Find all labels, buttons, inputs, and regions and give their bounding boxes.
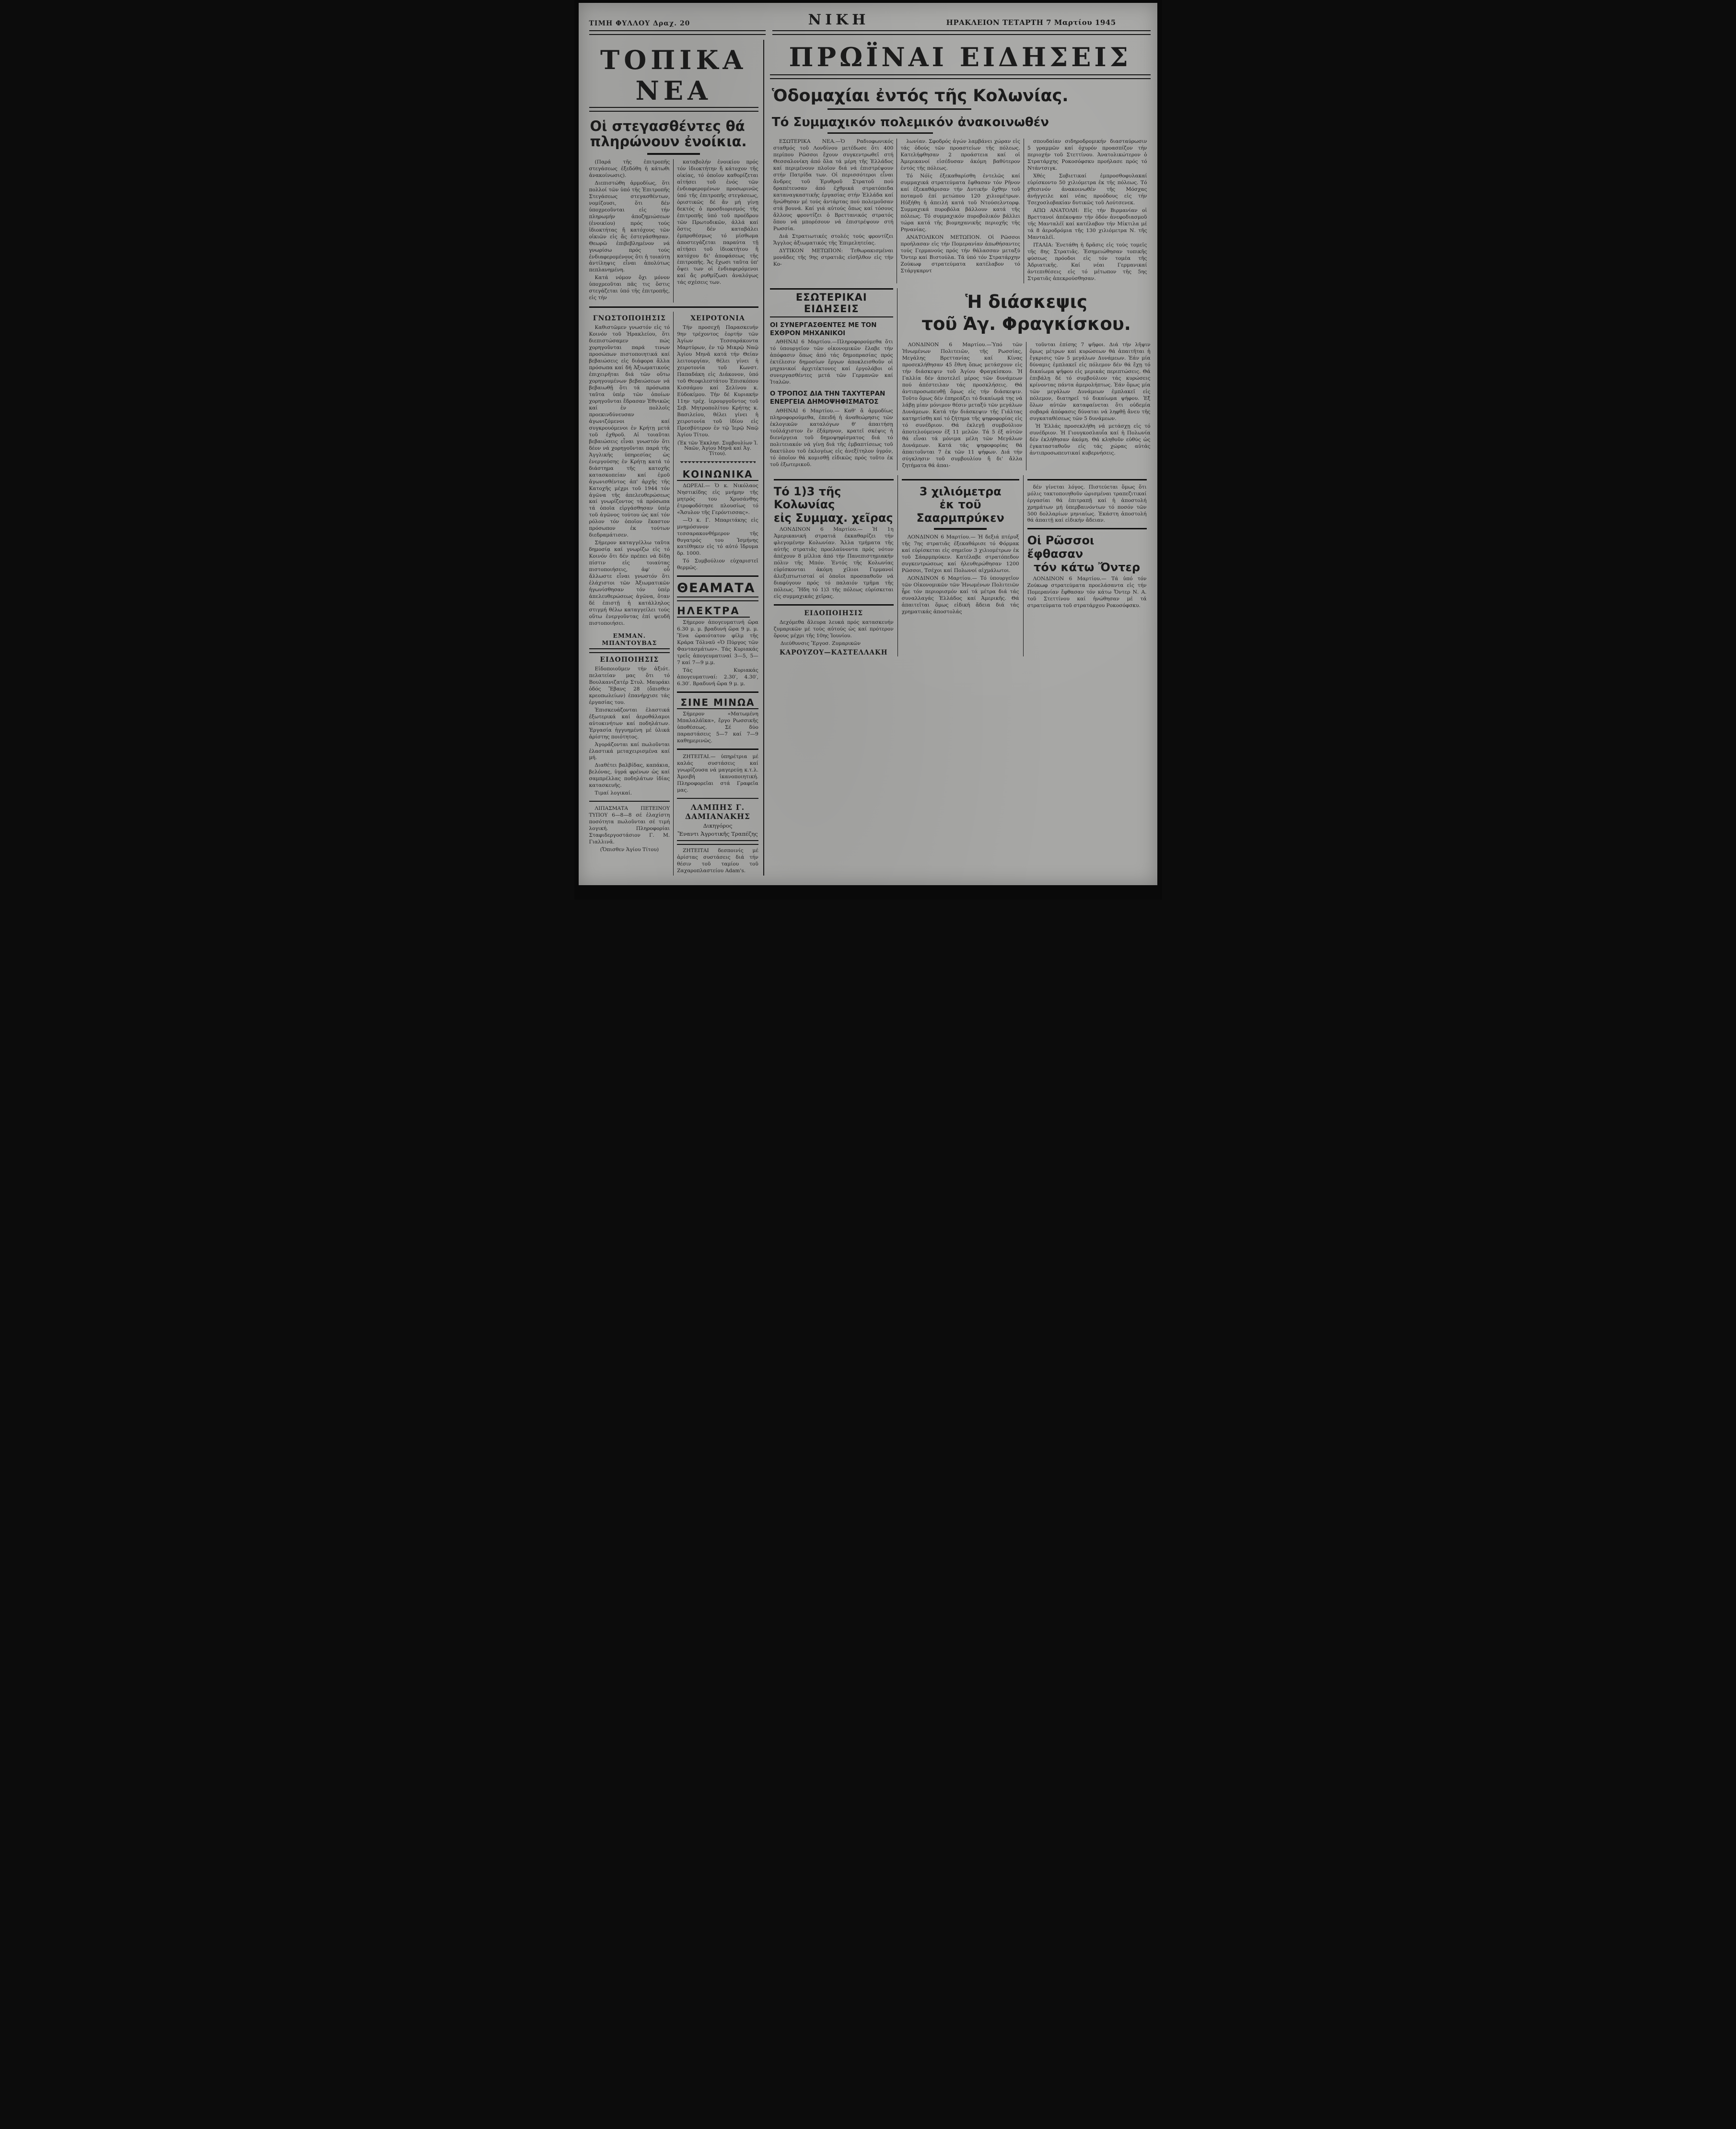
article-paragraph: Καθιστῶμεν γνωστόν εἰς τό Κοινόν τοῦ Ἡρακλείου, ὅτι διεπιστώσαμεν πώς χορηγοῦνται παρά τινων προσώπων πιστοποιητικά καί βεβαιώσεις εἰς διάφορα ἄλλα πρόσωπα καί δή Ἀξιωματικούς ἐπιχειρῆται διά τῶν οὕτω χορηγουμένων βεβαιώσεων νά βεβαιωθῇ ὅτι τά πρόσωπα ταῦτα ὑπέρ τῶν ὁποίων χορηγοῦνται ἔδρασαν Ἐθνικῶς καί ἐν πολλοῖς προεκινδύνευσαν ἀγωνιζόμενοι καί συγκρουόμενοι ἐν Κρήτῃ μετά τοῦ ἐχθροῦ. Αἱ τοιαῦται βεβαιώσεις εἶναι γνωστόν ὅτι δέον νά χορηγοῦνται παρά τῆς Ἀγγλικῆς ὑπηρεσίας ὡς ἐνεργούσης ἐν Κρήτῃ κατά τό διάστημα τῆς κατοχῆς κατασκοπείαν καί ἐμοῦ ἀγωνισθέντος ἀπ' ἀρχῆς τῆς Κατοχῆς μέχρι τοῦ 1944 τόν ἀγῶνα τῆς ἀπελευθερώσεως καί γνωρίζοντος τά πρόσωπα τά ὁποῖα εἰργάσθησαν ὑπέρ τοῦ ἀγῶνος τούτου ὡς καί τόν ρόλον τόν ὁποῖον ἕκαστον πρόσωπον ἐκ τούτων διεδραμάτισεν. bbox=[589, 325, 670, 538]
lawyer-ad-name: ΛΑΜΠΗΣ Γ. ΔΑΜΙΑΝΑΚΗΣ bbox=[685, 802, 750, 821]
saarbrucken-headline-rule bbox=[934, 528, 987, 530]
pasta-notice-signature: ΚΑΡΟΥΖΟΥ—ΚΑΣΤΕΛΛΑΚΗ bbox=[780, 648, 888, 656]
cologne-third-headline-line1: Τό 1)3 τῆς Κολωνίας bbox=[773, 484, 841, 512]
fertilizer-ad-body bbox=[589, 806, 670, 846]
newspaper-page bbox=[579, 3, 1157, 885]
article-paragraph: ΕΣΩΤΕΡΙΚΑ ΝΕΑ.—Ὁ Ραδιοφωνικός σταθμός τοῦ Λονδίνου μετέδωσε ὅτι 400 περίπου Ρῶσσοι ἔχουν συγκεντρωθεῖ στή Θεσσαλονίκη ἀπό ὅλα τά μέρη τῆς Ἑλλάδος καί περιμένουν πλοῖον διά νά ἐπιστρέψουν στήν Πατρίδα των. Οἱ περισσότεροι εἶναι ἄνδρες τοῦ Ἐρυθροῦ Στρατοῦ πού δραπέτευσαν ἀπό ἐχθρικά στρατόπεδα καταναγκαστικῆς ἐργασίας στήν Ἑλλάδα καί ἡνώθησαν μέ τούς ἀντάρτας πού πολεμοῦσαν στά βουνά. Καί γιά αὐτούς ὅπως καί τόσους ἄλλους φροντίζει ὁ Βρεττανικός στρατός ὅπου νά μπορέσουν νά ἐπιστρέψουν στή Ρωσσία. bbox=[773, 139, 894, 232]
saarbrucken-headline-line2: ἐκ τοῦ Σααρμπρύκεν bbox=[916, 498, 1004, 525]
lead-article-headline: Οἱ στεγασθέντες θά πληρώνουν ἐνοίκια. bbox=[590, 118, 747, 150]
cinema-minoa-title: ΣΙΝΕ ΜΙΝΩΑ bbox=[677, 697, 758, 709]
san-francisco-headline-line2: τοῦ Ἁγ. Φραγκίσκου. bbox=[921, 313, 1131, 334]
dateline: ΗΡΑΚΛΕΙΟΝ ΤΕΤΑΡΤΗ 7 Μαρτίου 1945 bbox=[946, 18, 1116, 27]
article-paragraph: Χθές Σοβιετικαί ἐμπροσθοφυλακαί εὑρίσκοντο 50 χιλιόμετρα ἐκ τῆς πόλεως. Τό χθεσινόν ἀνακοινωθέν τῆς Μόσχας ἀνήγγειλε καί νέας προόδους εἰς τήν Τσεχοσλοβακίαν δυτικῶς τοῦ Λούτσενεκ. bbox=[1027, 173, 1147, 206]
cologne-third-headline bbox=[774, 485, 894, 525]
article-paragraph: Σήμερον ἀπογευματινή ὥρα 6.30 μ. μ. βραδυνή ὥρα 9 μ. μ. Ἕνα ὡραιότατον φίλμ τῆς Κράρα Τόλναϋ «Ὁ Πύργος τῶν Φαντασμάτων». Τάς Κυριακάς τρεῖς ἀπογευματιναί 3—5, 5—7 καί 7—9 μ.μ. bbox=[677, 620, 758, 666]
saar-top-rule bbox=[902, 479, 1019, 480]
article-paragraph: σπουδαίαν σιδηροδρομικήν διασταύρωσιν 5 γραμμῶν καί ὀχυρόν προασπίζον τήν περιοχήν τοῦ Στεττίνου. Ἀνατολικώτερον ὁ Στρατάρχης Ροκοσόφσκυ προήλασε πρός τό Ντάντσιγκ. bbox=[1027, 139, 1147, 172]
local-news-title-rule bbox=[589, 107, 758, 112]
eidopoiisis-ad-title: ΕΙΔΟΠΟΙΗΣΙΣ bbox=[600, 655, 659, 664]
dollar-transfers-body bbox=[1027, 484, 1147, 525]
article-paragraph: δέν γίνεται λόγος. Πιστεύεται ὅμως ὅτι μόλις τακτοποιηθοῦν ὡρισμέναι τραπεζιτικαί ἐργασίαι θά ἐπιτραπῇ καί ἡ ἀποστολή χρημάτων μή ὑπερβαινόντων τό ποσόν τῶν 500 δολλαρίων μηνιαίως. Ἑκάστη ἀποστολή θά ἀπαιτῇ καί εἰδικήν ἄδειαν. bbox=[1027, 484, 1147, 524]
lawyer-ad-address: Ἔναντι Ἀγροτικῆς Τραπέζης bbox=[677, 830, 758, 837]
gnostopoiisis-end-rule bbox=[589, 648, 670, 653]
article-paragraph: Ἐπισκευάζονται ἐλαστικά ἐξωτερικά καί ἀεροθάλαμοι αὐτοκινήτων καί ποδηλάτων. Ἐργασία ἠγγυημένη μέ ὑλικά ἀρίστης ποιότητος. bbox=[589, 707, 670, 740]
theamata-end-rule bbox=[677, 691, 758, 693]
pasta-notice-title: ΕΙΔΟΠΟΙΗΣΙΣ bbox=[804, 609, 863, 618]
masthead: ΝΙΚΗ bbox=[808, 12, 870, 28]
notice-top-rule bbox=[774, 604, 894, 606]
article-paragraph: Δεχόμεθα ἄλευρα λευκά πρός κατασκευήν ζυμαρικῶν μέ τούς αὐτούς ὡς καί πρότερον ὅρους μέχρι τῆς 10ης Ἰουνίου. bbox=[773, 620, 894, 639]
section-title-morning-news: ΠΡΩΪΝΑΙ ΕΙΔΗΣΕΙΣ bbox=[789, 42, 1131, 72]
domestic-sub1-body bbox=[770, 339, 893, 386]
oder-body bbox=[1027, 576, 1147, 609]
middle-row bbox=[770, 288, 1151, 470]
local-news-section bbox=[589, 40, 764, 876]
article-paragraph: ΛΟΝΔΙΝΟΝ 6 Μαρτίου.— Ἡ δεξιά πτέρυξ τῆς 7ης στρατιᾶς ἐξεκαθάρισε τό Φόρμακ καί εὑρίσκεται εἰς σημεῖον 3 χιλιομέτρων ἐκ τοῦ Σάαρμπρύκεν. Κατέλαβε στρατόπεδον συγκεντρώσεως καί ἠλευθερώθησαν 1200 Ρῶσσοι, Τσέχοι καί Πολωνοί αἰχμάλωτοι. bbox=[901, 534, 1019, 574]
koinonika-title: ΚΟΙΝΩΝΙΚΑ bbox=[677, 468, 758, 481]
article-paragraph: ΛΟΝΔΙΝΟΝ 6 Μαρτίου.— Τό ὑπουργεῖον τῶν Οἰκονομικῶν τῶν Ἡνωμένων Πολιτειῶν ἦρε τόν περιορισμόν καί τά μέτρα διά τάς συναλλαγάς Ἑλλάδος καί Ἀμερικῆς. Θά ἀπαιτεῖται ὅμως εἰδική ἄδεια διά τάς χρηματικάς ἀποστολάς bbox=[901, 575, 1019, 615]
oder-headline-line1: Οἱ Ρῶσσοι ἔφθασαν bbox=[1027, 534, 1095, 561]
page-header bbox=[589, 12, 1151, 29]
san-francisco-headline bbox=[902, 291, 1151, 336]
article-paragraph: —Ὁ κ. Γ. Μπαριτάκης εἰς μνημόσυνον τεσσαρακονθήμερον τῆς θυγατρός του Ἰσμήνης κατέθηκεν εἰς τό αὐτό ἵδρυμα δρ. 1000. bbox=[677, 517, 758, 557]
article-paragraph: καταβολήν ἐνοικίου πρός τόν ἰδιοκτήτην ἤ κάτοχον τῆς οἰκίας, τό ὁποῖον καθορίζεται αἰτήσει τοῦ ἑνός τῶν ἐνδιαφερομένων προσωρινῶς ὑπό τῆς ἐπιτροπῆς στεγάσεως, ὁριστικῶς δέ ἄν μή γίνῃ δεκτός ὁ προσδιορισμός τῆς ἐπιτροπῆς ὑπό τοῦ προέδρου τῶν Πρωτοδικῶν, ἀλλά καί ὅστις δέν καταβάλει ἐμπροθέσμως τό μίσθωμα ἀποστεγάζεται παραύτα τῇ αἰτήσει τοῦ ἰδιοκτήτου ἤ κατόχου δι' ἀποφάσεως τῆς ἐπιτροπῆς. Ἄς ἔχωσι ταῦτα ὑπ' ὄψει των οἱ ἐνδιαφερόμενοι καί ἄς ρυθμίζωσι ἀναλόγως τάς σχέσεις των. bbox=[677, 159, 758, 286]
article-paragraph: Εἰδοποιοῦμεν τήν ἀξιότ. πελατείαν μας ὅτι τό Βουλκανιζατέρ Στυλ. Μαυράκι ὁδός Ἔβανς 28 (ὄπισθεν κρεοπωλείων) ἐπανήρχισε τάς ἐργασίας του. bbox=[589, 666, 670, 705]
article-paragraph: λωνίαν. Σφοδρός ἀγών λαμβάνει χώραν εἰς τάς ὁδούς τῶν προαστείων τῆς πόλεως. Κατελήφθησαν 2 προάστεια καί οἱ Ἀμερικανοί εἰσέδυσαν ἀκόμη βαθύτερον ἐντός τῆς πόλεως. bbox=[900, 139, 1020, 172]
war-column-3 bbox=[1024, 139, 1151, 283]
war-column-1 bbox=[770, 139, 897, 283]
classified-divider bbox=[677, 798, 758, 799]
article-paragraph: Διαθέτει βαλβίδας, καπάκια, βελόνας, ὑγρά φρένων ὡς καί σαμπρέλλας ποδηλάτων ἰδίας κατασκευῆς. bbox=[589, 762, 670, 789]
article-paragraph: ΑΘΗΝΑΙ 6 Μαρτίου.—Πληροφορούμεθα ὅτι τό ὑπουργεῖον τῶν οἰκονομικῶν ἔλαβε τήν ἀπόφασιν ὅπως ἀπό τάς δημοπρασίας πρός ἐκτέλεσιν δημοσίων ἔργων ἀποκλεισθοῦν οἱ μηχανικοί ἀρχιτέκτονες καί ἐργολάβοι οἱ συνεργασθέντες μετά τῶν Γερμανῶν καί Ἰταλῶν. bbox=[769, 339, 893, 386]
cinema-minoa-body bbox=[677, 711, 758, 745]
price-label: ΤΙΜΗ ΦΥΛΛΟΥ Δραχ. 20 bbox=[589, 20, 690, 27]
lead-headline-rule bbox=[647, 153, 700, 155]
domestic-sub1-heading: ΟΙ ΣΥΝΕΡΓΑΣΘΕΝΤΕΣ ΜΕ ΤΟΝ ΕΧΘΡΟΝ ΜΗΧΑΝΙΚΟΙ bbox=[769, 321, 877, 337]
domestic-sub2-body bbox=[770, 408, 893, 468]
minoa-end-rule bbox=[677, 749, 758, 750]
article-paragraph: ΑΠΩ ΑΝΑΤΟΛΗ: Εἰς τήν Βιρμανίαν οἱ Βρεττανοί ἀπέκοψαν τήν ὁδόν ἀνεφοδιασμοῦ τῆς Μανταλέϊ καί κατέλαβον τήν Μίκτιλα μέ τά 8 ἀεροδρόμια τῆς 130 χιλιόμετρα Ν. τῆς Μανταλέϊ. bbox=[1027, 208, 1147, 240]
domestic-news-column bbox=[770, 288, 897, 470]
lawyer-ad-rule bbox=[677, 840, 758, 845]
left-subcolumn-a bbox=[589, 312, 674, 875]
san-francisco-col2 bbox=[1026, 342, 1151, 470]
left-section-divider bbox=[589, 306, 758, 308]
article-paragraph: ΖΗΤΕΙΤΑΙ δεσποινίς μέ ἀρίστας συστάσεις διά τήν θέσιν τοῦ ταμίου τοῦ Ζαχαροπλαστείου Adam's. bbox=[677, 847, 758, 874]
article-paragraph: Ἀγοράζονται καί πωλοῦνται ἐλαστικά μεταχειρισμένα καί μή. bbox=[589, 741, 670, 761]
gnostopoiisis-title: ΓΝΩΣΤΟΠΟΙΗΣΙΣ bbox=[593, 315, 666, 323]
saarbrucken-body bbox=[902, 534, 1019, 616]
oder-headline bbox=[1027, 534, 1147, 574]
xeirotonia-credit: (Ἐκ τῶν Ἐκκλησ. Συμβουλίων Ἱ. Ναῶν, Ἁγίου Μηνᾶ καί Ἁγ. Τίτου). bbox=[677, 440, 758, 456]
article-paragraph: ΛΟΝΔΙΝΟΝ 6 Μαρτίου.— Τά ὑπό τόν Ζούκωφ στρατεύματα προελάσαντα εἰς τήν Πομερανίαν ἔφθασαν τόν κάτω Ὄντερ Ν. Α. τοῦ Στεττίνου καί ἡνώθησαν μέ τά στρατεύματα τοῦ στρατάρχου Ροκοσόφσκυ. bbox=[1027, 576, 1147, 609]
theamata-title-rule bbox=[677, 597, 758, 601]
article-paragraph: τοῦνται ἐπίσης 7 ψῆφοι. Διά τήν λῆψιν ὅμως μέτρων καί κυρώσεων θά ἀπαιτῆται ἡ ἔγκρισις τῶν 5 μεγάλων Δυνάμεων. Ἐάν μία δύναμις ἐμπλακεῖ εἰς πόλεμον δέν θά ἔχῃ τό δικαίωμα ψήφου εἰς μερικάς περιπτώσεις. Θά ἐπιβάλῃ δέ τό συμβούλιον τάς κυρώσεις κρίνοντας πάντα ἀμερολήπτως. Ἐάν ὅμως μία τῶν μεγάλων Δυνάμεων ἐμπλακεῖ εἰς πόλεμον, διατηρεῖ τό δικαίωμα ψήφου. Ἐξ ὅλων αὐτῶν καταφαίνεται ὅτι οὐδεμία σοβαρά ἀπόφασις δύναται νά ληφθῇ ἄνευ τῆς συγκαταθέσεως τῶν 5 δυνάμεων. bbox=[1029, 342, 1151, 421]
saarbrucken-headline bbox=[902, 485, 1019, 525]
dollars-top-rule bbox=[1027, 479, 1147, 480]
morning-news-section bbox=[764, 40, 1151, 876]
cologne-third-body bbox=[774, 526, 894, 600]
cinema-ilektra-body bbox=[677, 620, 758, 688]
pasta-notice-body bbox=[774, 620, 894, 640]
section-title-local-news: ΤΟΠΙΚΑ ΝΕΑ bbox=[600, 45, 747, 106]
article-paragraph: ΙΤΑΛΙΑ: Ἑνετάθη ἡ δρᾶσις εἰς τούς τομεῖς τῆς 8ης Στρατιᾶς. Ἐσημειώθησαν τοπικῆς φύσεως πρόοδοι εἰς τόν τομέα τῆς Ἀδριατικῆς. Καί νέαι Γερμανικαί ἀντεπιθέσεις εἰς τό μέτωπον τῆς 5ης Στρατιᾶς ἀπεκρούσθησαν. bbox=[1027, 242, 1147, 281]
domestic-news-title: ΕΣΩΤΕΡΙΚΑΙ ΕΙΔΗΣΕΙΣ bbox=[770, 288, 893, 317]
header-rules bbox=[589, 30, 1151, 35]
article-paragraph: Κατά νόμον ὄχι μόνον ὑποχρεοῦται πᾶς τις ὅστις στεγάζεται ὑπό τῆς ἐπιτροπῆς, εἰς τήν bbox=[589, 275, 670, 301]
article-paragraph: ΛΟΝΔΙΝΟΝ 6 Μαρτίου.—Ὑπό τῶν Ἡνωμένων Πολιτειῶν, τῆς Ρωσσίας, Μεγάλης Βρεττανίας καί Κίνας προσεκλήθησαν 45 ἔθνη ὅπως μετάσχουν εἰς τήν διάσκεψιν τοῦ Ἁγίου Φραγκίσκου. Ἡ Γαλλία δέν ἀποτελεῖ μέρος τῶν δυνάμεων πού ἀπέστειλαν τάς προσκλήσεις. Θά ἀντιπροσωπευθῇ ὅμως εἰς τήν διάσκεψιν. Τοῦτο ὅμως δέν ἐπηρεάζει τό δικαίωμά της νά λάβῃ μίαν μόνιμον θέσιν μεταξύ τῶν μεγάλων Δυνάμεων. Κατά τήν διάσκεψιν τῆς Γιάλτας κατηρτίσθη καί τό ζήτημα τῆς ψηφοφορίας εἰς τό συνέδριον. Θά ἐκλεγῇ συμβούλιον ἀποτελούμενον ἐξ 11 μελῶν. Τά 5 ἐξ αὐτῶν θά εἶναι τά μόνιμα μέλη τῶν Μεγάλων Δυνάμεων. Κατά τάς ψηφοφορίας θά ἀπαιτοῦνται 7 ἐκ τῶν 11 ψήφων. Διά τήν σύγκλησιν τοῦ συμβουλίου ἤ δι' ἄλλα ζητήματα θά ἀπαι- bbox=[902, 342, 1023, 468]
lead-article-col2 bbox=[674, 159, 758, 303]
headline1-rule bbox=[827, 108, 971, 110]
article-paragraph: Τάς Κυριακάς ἀπογευματιναί: 2.30′, 4.30′, 6.30′. Βραδυνή ὥρα 9 μ. μ. bbox=[677, 667, 758, 687]
classified-maid-ad bbox=[677, 754, 758, 794]
article-paragraph: ΔΩΡΕΑΙ.— Ὁ κ. Νικόλαος Νηστικίδης εἰς μνήμην τῆς μητρός του Χρυσάνθης ἐτροφοδότησε πλουσίως τό «Ἄσυλον τῆς Γερόντισσας». bbox=[677, 482, 758, 515]
article-paragraph: Ἡ Ἑλλάς προσεκλήθη νά μετάσχῃ εἰς τό συνέδριον. Ἡ Γιουγκοσλαυΐα καί ἡ Πολωνία δέν ἐκλήθησαν ἀκόμη. Θά κληθοῦν εὐθύς ὡς ἐγκατασταθοῦν εἰς τάς χώρας αὐτάς ἀντιπροσωπευτικαί κυβερνήσεις. bbox=[1029, 423, 1151, 456]
fertilizer-ad-note: (Ὄπισθεν Ἁγίου Τίτου) bbox=[600, 847, 659, 853]
domestic-sub2-heading: Ο ΤΡΟΠΟΣ ΔΙΑ ΤΗΝ ΤΑΧΥΤΕΡΑΝ ΕΝΕΡΓΕΙΑ ΔΗΜΟΨΗΦΙΣΜΑΤΟΣ bbox=[769, 390, 885, 406]
article-paragraph: Σήμερον καταγγέλλω ταῦτα δημοσίᾳ καί γνωρίζω εἰς τό Κοινόν ὅτι δέν πρέπει νά δίδῃ πίστιν εἰς τοιαύτας πιστοποιήσεις, ἀφ' οὗ ἄλλωστε εἶναι γνωστόν ὅτι ἐλάχιστοι τῶν Ἀξιωματικῶν ἠγωνίσθησαν τόν ὑπέρ ἀπελευθερώσεως ἀγῶνα, ὅταν δέ ἐπιστῇ ἡ κατάλληλος στιγμή θέλω καταγγείλει τούς οὕτω ἐνεργοῦντας ἐπί ψευδῆ πιστοποιήσει. bbox=[589, 540, 670, 626]
bottom-row bbox=[770, 475, 1151, 656]
newspaper-scan bbox=[574, 0, 1162, 900]
cologne-third-column bbox=[770, 475, 897, 656]
san-francisco-body bbox=[902, 342, 1151, 470]
lawyer-ad-role: Δικηγόρος bbox=[703, 822, 733, 829]
ad-divider bbox=[589, 801, 670, 802]
cinema-ilektra-title: ΗΛΕΚΤΡΑ bbox=[677, 605, 749, 618]
article-paragraph: Τήν προσεχῆ Παρασκευήν 9ην τρέχοντος ἑορτήν τῶν Ἁγίων Τεσσαράκοντα Μαρτύρων, ἐν τῷ Μικρῷ Ναῷ Ἁγίου Μηνᾶ κατά τήν Θείαν λειτουργίαν, θέλει γίνει ἡ χειροτονία τοῦ Κωνστ. Παπαδάκη εἰς Διάκονον, ὑπό τοῦ Θεοφιλεστάτου Ἐπισκόπου Κισσάμου καί Σελίνου κ. Εὐδοκίμου. Τήν δέ Κυριακήν 11ην τρέχ. ἱερουργοῦντος τοῦ Σεβ. Μητροπολίτου Κρήτης κ. Βασιλείου, θέλει γίνει ἡ χειροτονία τοῦ ἰδίου εἰς Πρεσβύτερον ἐν τῷ Ἱερῷ Ναῷ Ἁγίου Τίτου. bbox=[677, 325, 758, 438]
gnostopoiisis-body bbox=[589, 325, 670, 627]
theamata-title: ΘΕΑΜΑΤΑ bbox=[677, 581, 756, 596]
headline-allied-communique: Τό Συμμαχικόν πολεμικόν ἀνακοινωθέν bbox=[771, 115, 1049, 129]
war-column-2 bbox=[897, 139, 1024, 283]
article-paragraph: Διά Στρατιωτικές στολές τούς φροντίζει Ἄγγλος ἀξιωματικός τῆς Ἐπιμελητείας. bbox=[773, 233, 894, 246]
oder-headline-line2: τόν κάτω Ὄντερ bbox=[1034, 560, 1141, 574]
article-paragraph: Τό Συμβούλιον εὐχαριστεῖ θερμῶς. bbox=[677, 558, 758, 571]
article-paragraph: ΑΝΑΤΟΛΙΚΟΝ ΜΕΤΩΠΟΝ. Οἱ Ρῶσσοι προήλασαν εἰς τήν Πομερανίαν ἀπωθήσαντες τούς Γερμανούς πρός τήν θάλασσαν μεταξύ Ὄντερ καί Βιστούλα. Τά ὑπό τόν Στρατάρχην Ζούκωφ στρατεύματα κατέλαβον τό Στάργκαρντ bbox=[900, 234, 1020, 274]
left-lower-columns bbox=[589, 312, 758, 875]
article-paragraph: ΔΥΤΙΚΟΝ ΜΕΤΩΠΟΝ: Τεθωρακισμέναι μονάδες τῆς 9ης στρατιᾶς εἰσῆλθον εἰς τήν Κο- bbox=[773, 247, 894, 267]
article-paragraph: ΛΟΝΔΙΝΟΝ 6 Μαρτίου.— Ἡ 1η Ἀμερικανική στρατιά ἐκκαθαρίζει τήν φλεγομένην Κολωνίαν. Ἄλλα τμήματα τῆς αὐτῆς στρατιᾶς προελαύνοντα πρός νότον ἀπέχουν 8 μίλλια ἀπό τήν Πανεπιστημιακήν πόλιν τῆς Μπόν. Ἐντός τῆς Κολωνίας εὑρίσκονται ἀκόμη χίλιοι Γερμανοί ἀλεξιπτωτισταί οἱ ὁποῖοι προσπαθοῦν νά διαφύγουν πρός τό παλαιόν τμῆμα τῆς πόλεως. Ἤδη τό 1)3 τῆς πόλεως εὑρίσκεται εἰς συμμαχικάς χεῖρας. bbox=[773, 526, 894, 600]
headline2-rule bbox=[827, 132, 933, 134]
san-francisco-article bbox=[897, 288, 1151, 470]
headline-cologne-street-fighting: Ὁδομαχίαι ἐντός τῆς Κολωνίας. bbox=[771, 86, 1069, 105]
cologne-third-headline-line2: εἰς Συμμαχ. χεῖρας bbox=[773, 511, 893, 525]
koinonika-end-rule bbox=[677, 575, 758, 577]
oder-top-rule bbox=[1027, 528, 1147, 529]
article-paragraph: Τό Νόϊς ἐξεκαθαρίσθη ἐντελῶς καί συμμαχικά στρατεύματα ἔφθασαν τόν Ρῆνον καί ἐξεκαθάρισαν τήν Δυτικήν ὄχθην τοῦ ποταμοῦ ἐπί μετώπου 120 χιλιομέτρων. Ηὐξήθη ἡ ἀπειλή κατά τοῦ Ντούσελντορφ. Συμμαχικά πυροβόλα βάλλουν κατά τῆς πόλεως. Τό συμμαχικόν πυροβολικόν βάλλει τώρα κατά τῆς βιομηχανικῆς περιοχῆς τῆς Ρηνανίας. bbox=[900, 173, 1020, 233]
saarbrucken-column bbox=[897, 475, 1023, 656]
oder-column bbox=[1023, 475, 1151, 656]
article-paragraph: ΛΙΠΑΣΜΑΤΑ ΠΕΤΕΙΝΟΥ ΤΥΠΟΥ 6—8—8 σέ ἐλαχίστη ποσότητα πωλοῦνται σέ τιμή λογική. Πληροφορίαι Σταφιδεργοστάσιον Γ. Μ. Γιαλλινᾶ. bbox=[589, 806, 670, 845]
squiggle-divider bbox=[680, 461, 756, 464]
eidopoiisis-ad-body bbox=[589, 666, 670, 797]
morning-news-title-rule bbox=[770, 74, 1151, 79]
article-paragraph: (Παρά τῆς ἐπιτροπῆς στεγάσεως ἐξεδόθη ἡ κάτωθι ἀνακοίνωσις). bbox=[589, 159, 670, 178]
san-francisco-col1 bbox=[902, 342, 1026, 470]
san-francisco-headline-line1: Ἡ διάσκεψις bbox=[965, 291, 1087, 312]
war-communique-columns bbox=[770, 139, 1151, 283]
cologne-top-rule bbox=[774, 479, 894, 480]
header-rule-left bbox=[589, 30, 766, 35]
lead-article-body bbox=[589, 159, 758, 303]
pasta-notice-role: Διεύθυνσις Ἔργοσ. Ζυμαρικῶν bbox=[780, 640, 861, 646]
koinonika-body bbox=[677, 483, 758, 572]
gnostopoiisis-signature: ΕΜΜΑΝ. ΜΠΑΝΤΟΥΒΑΣ bbox=[602, 632, 657, 646]
article-paragraph: Τιμαί λογικαί. bbox=[594, 790, 632, 796]
article-paragraph: Διεπιστώθη ἁρμοδίως, ὅτι πολλοί τῶν ὑπό τῆς Ἐπιτροπῆς Στεγάσεως στεγασθέντων, νομίζουσι, ὅτι δέν ὑποχρεοῦνται εἰς τήν πληρωμήν ἀποζημιώσεων (ἐνοικίου) πρός τούς ἰδιοκτήτας ἤ κατόχους τῶν οἰκιῶν εἰς ἅς ἐστεγάσθησαν. Θεωρῶ ἐπιβεβλημένον νά γνωρίσω πρός τούς ἐνδιαφερομένους ὅτι ἡ τοιαύτη ἀντίληψις εἶναι ἀπολύτως πεπλανημένη. bbox=[589, 180, 670, 273]
header-rule-right bbox=[772, 30, 1150, 35]
article-paragraph: ΖΗΤΕΙΤΑΙ.— ὑπηρέτρια μέ καλάς συστάσεις καί γνωρίζουσα νά μαγερεύῃ κ.τ.λ. Ἀμοιβή ἱκανοποιητική. Πληροφορεῖαι στά Γραφεῖα μας. bbox=[677, 753, 758, 793]
saarbrucken-headline-line1: 3 χιλιόμετρα bbox=[919, 484, 1002, 498]
xeirotonia-body bbox=[677, 325, 758, 438]
xeirotonia-title: ΧΕΙΡΟΤΟΝΙΑ bbox=[690, 315, 745, 323]
article-paragraph: Σήμερον «Ματωμένη Μπαλαλάϊκα», ἔργο Ρωσσικῆς ὑποθέσεως. Σέ δύο παραστάσεις 5—7 καί 7—9 καθημερινῶς. bbox=[677, 711, 758, 744]
classified-cashier-ad bbox=[677, 848, 758, 875]
lead-article-col1 bbox=[589, 159, 674, 303]
left-subcolumn-b bbox=[674, 312, 758, 875]
article-paragraph: ΑΘΗΝΑΙ 6 Μαρτίου.— Καθ' ἅ ἁρμοδίως πληροφορούμεθα, ἐπειδή ἡ ἀναθεώρησις τῶν ἐκλογικῶν καταλόγων θ' ἀπαιτήσῃ τοὐλάχιστον ἕν ἑξάμηνον, κρατεῖ σκέψις ἡ διενέργεια τοῦ δημοψηφίσματος διά τό πολιτειακόν νά γίνῃ διά τῆς ἐμβαπτίσεως τοῦ δακτύλου τοῦ ἐκλογέως εἰς ἀνεξίτηλον ὑγρόν, τό ὁποῖον θά κομισθῇ εἰδικῶς πρός τοῦτο ἐκ τοῦ ἐξωτερικοῦ. bbox=[769, 408, 893, 468]
